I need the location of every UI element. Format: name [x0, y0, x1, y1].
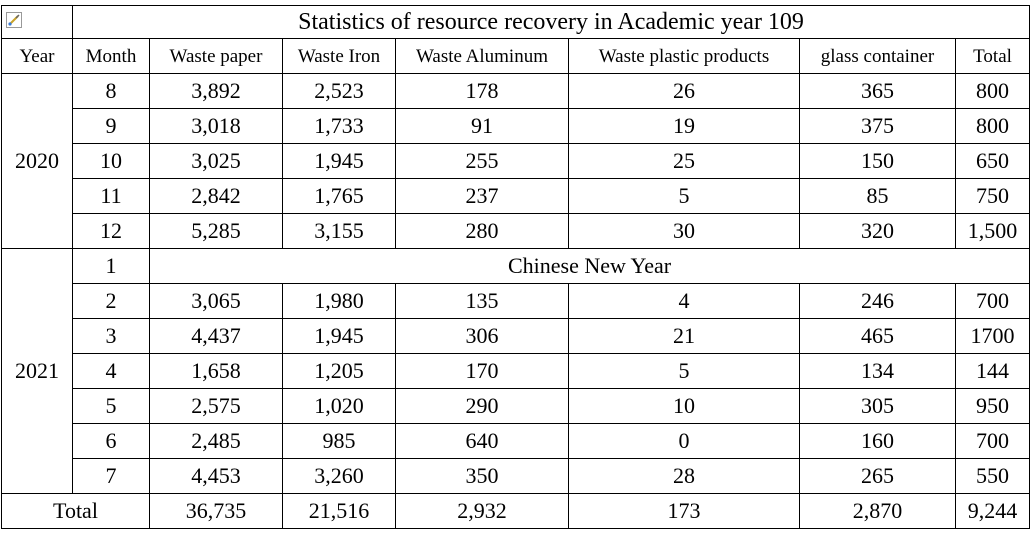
- value-cell: 1700: [956, 319, 1030, 354]
- value-cell: 305: [800, 389, 956, 424]
- value-cell: 550: [956, 459, 1030, 494]
- value-cell: 800: [956, 109, 1030, 144]
- value-cell: 375: [800, 109, 956, 144]
- value-cell: 1,658: [150, 354, 283, 389]
- value-cell: 135: [396, 284, 569, 319]
- month-cell: 5: [73, 389, 150, 424]
- month-cell: 3: [73, 319, 150, 354]
- resource-recovery-table: [1, 5, 1030, 529]
- value-cell: 1,733: [283, 109, 396, 144]
- value-cell: 640: [396, 424, 569, 459]
- value-cell: 28: [569, 459, 800, 494]
- month-cell: 11: [73, 179, 150, 214]
- value-cell: 1,980: [283, 284, 396, 319]
- value-cell: 30: [569, 214, 800, 249]
- value-cell: 4,437: [150, 319, 283, 354]
- value-cell: 350: [396, 459, 569, 494]
- value-cell: 150: [800, 144, 956, 179]
- month-cell: 8: [73, 74, 150, 109]
- table-row: [2, 424, 1030, 459]
- table-row: [2, 284, 1030, 319]
- total-value-cell: 173: [569, 494, 800, 529]
- value-cell: 985: [283, 424, 396, 459]
- value-cell: 0: [569, 424, 800, 459]
- month-cell: 1: [73, 249, 150, 284]
- month-cell: 4: [73, 354, 150, 389]
- value-cell: 3,018: [150, 109, 283, 144]
- table-title: Statistics of resource recovery in Academic year 109: [73, 6, 1030, 39]
- value-cell: 255: [396, 144, 569, 179]
- value-cell: 5,285: [150, 214, 283, 249]
- total-label: Total: [2, 494, 150, 529]
- value-cell: 290: [396, 389, 569, 424]
- value-cell: 5: [569, 354, 800, 389]
- value-cell: 237: [396, 179, 569, 214]
- value-cell: 265: [800, 459, 956, 494]
- value-cell: 280: [396, 214, 569, 249]
- value-cell: 2,523: [283, 74, 396, 109]
- value-cell: 320: [800, 214, 956, 249]
- table-row: [2, 179, 1030, 214]
- value-cell: 25: [569, 144, 800, 179]
- year-cell: 2021: [2, 249, 73, 494]
- total-value-cell: 21,516: [283, 494, 396, 529]
- value-cell: 134: [800, 354, 956, 389]
- month-cell: 12: [73, 214, 150, 249]
- value-cell: 2,842: [150, 179, 283, 214]
- table-row: [2, 109, 1030, 144]
- column-header-waste-plastic-products: Waste plastic products: [569, 39, 800, 74]
- table-row: [2, 214, 1030, 249]
- table-row: [2, 144, 1030, 179]
- value-cell: 3,155: [283, 214, 396, 249]
- value-cell: 170: [396, 354, 569, 389]
- value-cell: 91: [396, 109, 569, 144]
- month-cell: 6: [73, 424, 150, 459]
- value-cell: 306: [396, 319, 569, 354]
- year-cell: 2020: [2, 74, 73, 249]
- column-header-waste-paper: Waste paper: [150, 39, 283, 74]
- value-cell: 21: [569, 319, 800, 354]
- value-cell: 700: [956, 284, 1030, 319]
- value-cell: 246: [800, 284, 956, 319]
- value-cell: 4: [569, 284, 800, 319]
- value-cell: 178: [396, 74, 569, 109]
- value-cell: 144: [956, 354, 1030, 389]
- total-value-cell: 9,244: [956, 494, 1030, 529]
- value-cell: 4,453: [150, 459, 283, 494]
- value-cell: 10: [569, 389, 800, 424]
- header-row: [2, 39, 1030, 74]
- value-cell: 1,500: [956, 214, 1030, 249]
- value-cell: 800: [956, 74, 1030, 109]
- month-cell: 10: [73, 144, 150, 179]
- total-row: [2, 494, 1030, 529]
- column-header-waste-iron: Waste Iron: [283, 39, 396, 74]
- value-cell: 700: [956, 424, 1030, 459]
- table-row: [2, 249, 1030, 284]
- value-cell: 1,205: [283, 354, 396, 389]
- value-cell: 3,892: [150, 74, 283, 109]
- note-cell: Chinese New Year: [150, 249, 1030, 284]
- month-cell: 9: [73, 109, 150, 144]
- value-cell: 1,020: [283, 389, 396, 424]
- table-row: [2, 389, 1030, 424]
- value-cell: 3,260: [283, 459, 396, 494]
- corner-cell[interactable]: [2, 6, 73, 39]
- value-cell: 1,945: [283, 319, 396, 354]
- paintbrush-icon: [6, 12, 22, 28]
- value-cell: 26: [569, 74, 800, 109]
- value-cell: 5: [569, 179, 800, 214]
- column-header-waste-aluminum: Waste Aluminum: [396, 39, 569, 74]
- column-header-total: Total: [956, 39, 1030, 74]
- value-cell: 3,025: [150, 144, 283, 179]
- month-cell: 7: [73, 459, 150, 494]
- total-value-cell: 2,870: [800, 494, 956, 529]
- table-row: [2, 319, 1030, 354]
- value-cell: 465: [800, 319, 956, 354]
- value-cell: 2,575: [150, 389, 283, 424]
- column-header-glass-container: glass container: [800, 39, 956, 74]
- table-row: [2, 74, 1030, 109]
- column-header-year: Year: [2, 39, 73, 74]
- table-row: [2, 459, 1030, 494]
- value-cell: 3,065: [150, 284, 283, 319]
- value-cell: 750: [956, 179, 1030, 214]
- value-cell: 1,765: [283, 179, 396, 214]
- value-cell: 2,485: [150, 424, 283, 459]
- column-header-month: Month: [73, 39, 150, 74]
- total-value-cell: 2,932: [396, 494, 569, 529]
- value-cell: 950: [956, 389, 1030, 424]
- table-row: [2, 354, 1030, 389]
- value-cell: 85: [800, 179, 956, 214]
- value-cell: 160: [800, 424, 956, 459]
- month-cell: 2: [73, 284, 150, 319]
- total-value-cell: 36,735: [150, 494, 283, 529]
- value-cell: 1,945: [283, 144, 396, 179]
- value-cell: 650: [956, 144, 1030, 179]
- value-cell: 365: [800, 74, 956, 109]
- value-cell: 19: [569, 109, 800, 144]
